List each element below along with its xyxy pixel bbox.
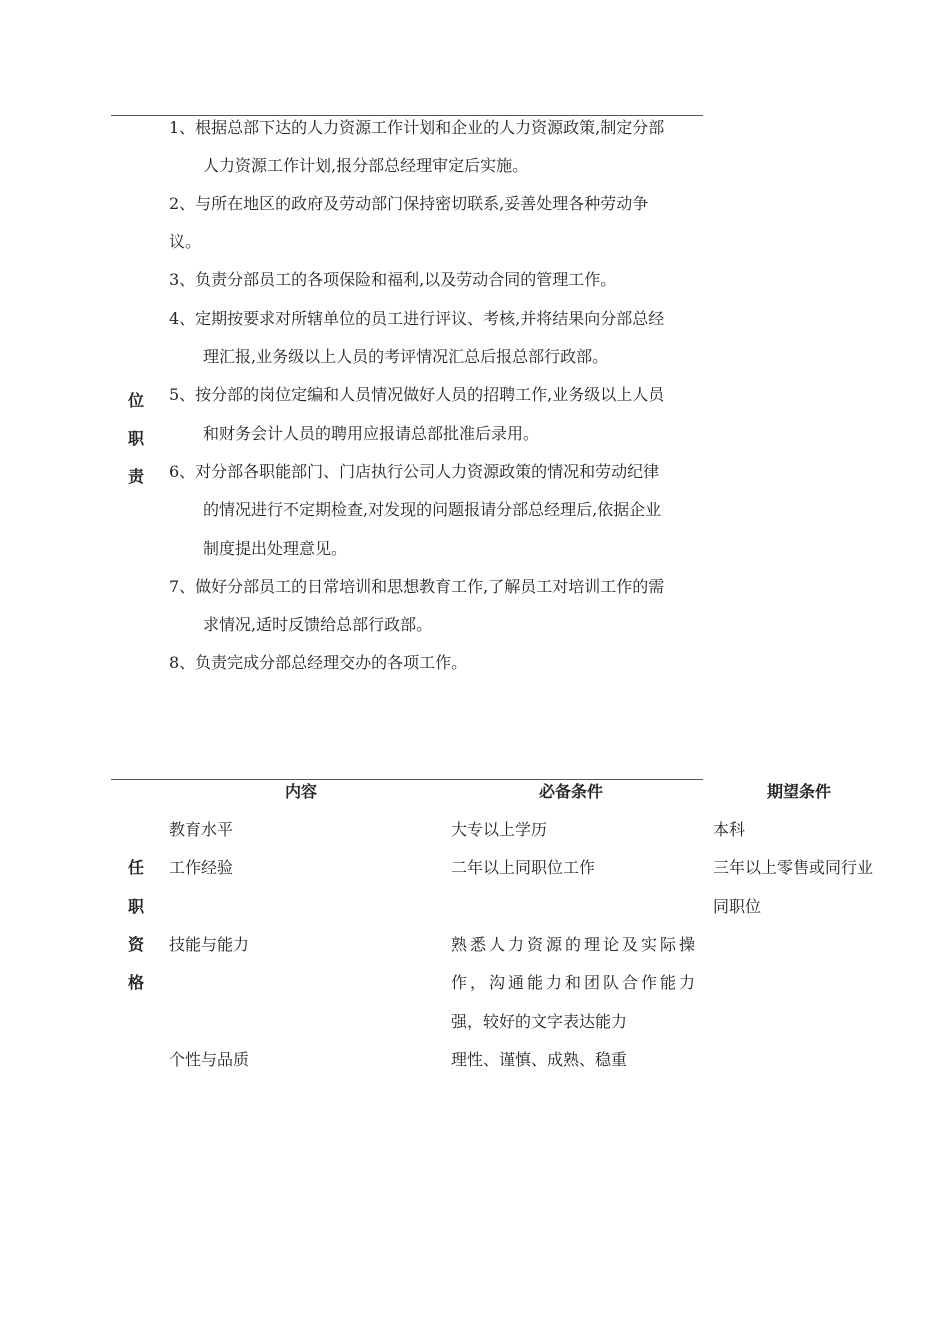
row-required: 熟悉人力资源的理论及实际操 (451, 935, 695, 954)
duty-line: 2、与所在地区的政府及劳动部门保持密切联系,妥善处理各种劳动争 (169, 194, 649, 213)
row-content: 个性与品质 (169, 1050, 250, 1069)
duties-label-char: 职 (128, 429, 145, 448)
qualifications-label-char: 职 (128, 897, 145, 916)
duty-line: 和财务会计人员的聘用应报请总部批准后录用。 (203, 424, 540, 443)
row-required: 强，较好的文字表达能力 (451, 1012, 628, 1031)
header-expected: 期望条件 (767, 782, 832, 801)
duty-line: 1、根据总部下达的人力资源工作计划和企业的人力资源政策,制定分部 (169, 118, 665, 137)
duties-label-char: 责 (128, 467, 145, 486)
duty-line: 求情况,适时反馈给总部行政部。 (203, 615, 433, 634)
header-required: 必备条件 (539, 782, 604, 801)
duty-line: 6、对分部各职能部门、门店执行公司人力资源政策的情况和劳动纪律 (169, 462, 660, 481)
qualifications-label-char: 任 (128, 858, 145, 877)
header-content: 内容 (285, 782, 318, 801)
duty-line: 制度提出处理意见。 (203, 539, 348, 558)
duty-line: 7、做好分部员工的日常培训和思想教育工作,了解员工对培训工作的需 (169, 577, 665, 596)
row-expected: 本科 (713, 820, 746, 839)
row-expected: 同职位 (713, 897, 762, 916)
row-required: 作，沟通能力和团队合作能力 (451, 973, 695, 992)
row-expected: 三年以上零售或同行业 (713, 858, 874, 877)
duty-line: 4、定期按要求对所辖单位的员工进行评议、考核,并将结果向分部总经 (169, 309, 665, 328)
row-required: 二年以上同职位工作 (451, 858, 596, 877)
qualifications-label-char: 资 (128, 935, 145, 954)
row-required: 大专以上学历 (451, 820, 548, 839)
duty-line: 5、按分部的岗位定编和人员情况做好人员的招聘工作,业务级以上人员 (169, 385, 665, 404)
row-required: 理性、谨慎、成熟、稳重 (451, 1050, 628, 1069)
duty-line: 人力资源工作计划,报分部总经理审定后实施。 (203, 156, 529, 175)
duties-label-char: 位 (128, 391, 145, 410)
row-content: 工作经验 (169, 858, 234, 877)
duties-top-rule (111, 115, 703, 116)
qualifications-label-char: 格 (128, 973, 145, 992)
duty-line: 理汇报,业务级以上人员的考评情况汇总后报总部行政部。 (203, 347, 609, 366)
row-content: 技能与能力 (169, 935, 250, 954)
duty-line: 的情况进行不定期检查,对发现的问题报请分部总经理后,依据企业 (203, 500, 662, 519)
row-content: 教育水平 (169, 820, 234, 839)
duty-line: 3、负责分部员工的各项保险和福利,以及劳动合同的管理工作。 (169, 270, 617, 289)
qualifications-top-rule (111, 779, 703, 780)
duty-line: 议。 (169, 232, 202, 251)
duty-line: 8、负责完成分部总经理交办的各项工作。 (169, 653, 468, 672)
